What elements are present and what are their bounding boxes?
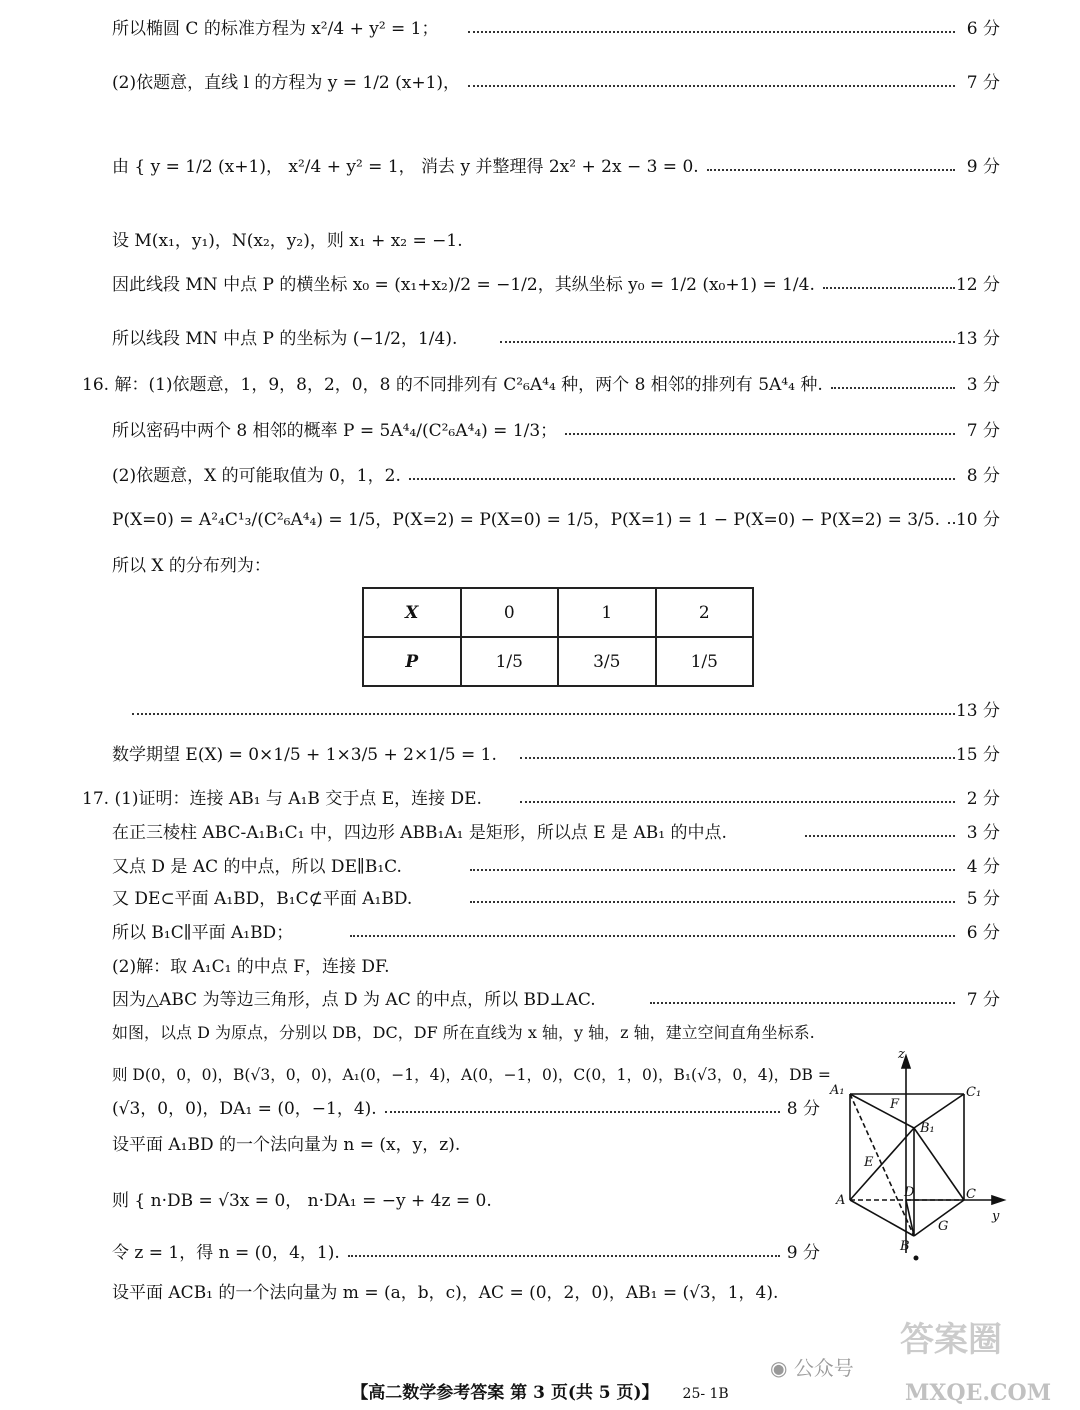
line-text: 则 { n·DB = √3x = 0， n·DA₁ = −y + 4z = 0. [112,1191,492,1211]
line-text: 16. 解：(1)依题意，1，9，8，2，0，8 的不同排列有 C²₆A⁴₄ 种，两个 8 相邻的排列有 5A⁴₄ 种. [82,375,823,395]
line-text: (√3，0，0)，DA₁ = (0，−1，4). [112,1099,377,1119]
line-text: 所以 B₁C∥平面 A₁BD； [112,923,294,943]
line-text: 如图，以点 D 为原点，分别以 DB，DC，DF 所在直线为 x 轴，y 轴，z 轴，建立空间直角坐标系. [112,1023,815,1042]
fig-label: B [900,1239,910,1254]
table-row-label: P [363,637,461,686]
line-text: 所以 X 的分布列为： [112,556,271,576]
line-15 [0,852,1080,882]
line-text: 所以线段 MN 中点 P 的坐标为 (−1/2，1/4). [112,329,458,349]
score: 8 分 [786,1099,820,1119]
line-6 [0,370,1080,400]
score: 2 分 [966,789,1000,809]
table-header: 1 [558,588,656,637]
prism-figure [828,1048,1008,1278]
line-8 [0,461,1080,491]
line-12 [0,740,1080,770]
line-14 [0,818,1080,848]
score: 7 分 [966,990,1000,1010]
line-1 [0,68,1080,98]
line-16 [0,884,1080,914]
line-text: 因此线段 MN 中点 P 的横坐标 x₀ = (x₁+x₂)/2 = −1/2，其纵坐标 y₀ = 1/2 (x₀+1) = 1/4. [112,275,815,295]
line-2 [0,152,1080,182]
score: 12 分 [955,275,1000,295]
fig-label: C [966,1187,976,1202]
line-text: 则 D(0，0，0)，B(√3，0，0)，A₁(0，−1，4)，A(0，−1，0)，C(0，1，0)，B₁(√3，0，4)，DB = [112,1066,831,1084]
line-text: 又点 D 是 AC 的中点，所以 DE∥B₁C. [112,857,402,877]
line-3 [0,226,1080,256]
line-text: 设 M(x₁，y₁)，N(x₂，y₂)，则 x₁ + x₂ = −1. [112,231,463,251]
line-text: (2)解：取 A₁C₁ 的中点 F，连接 DF. [112,957,390,977]
score: 8 分 [966,466,1000,486]
line-text: 由 { y = 1/2 (x+1)， x²/4 + y² = 1， 消去 y 并整理得 2x² + 2x − 3 = 0. [112,157,699,177]
fig-label: G [938,1219,949,1234]
line-7 [0,416,1080,446]
table-cell: 1/5 [656,637,754,686]
fig-label: z [898,1048,905,1062]
score: 9 分 [966,157,1000,177]
fig-label: B₁ [920,1121,935,1136]
score: 6 分 [966,19,1000,39]
table-row [363,637,753,686]
line-text: 数学期望 E(X) = 0×1/5 + 1×3/5 + 2×1/5 = 1. [112,745,497,765]
line-13 [0,784,1080,814]
line-26 [0,1278,1080,1308]
score: 4 分 [966,857,1000,877]
table-header: X [363,588,461,637]
line-19 [0,985,1080,1015]
fig-label: E [864,1155,874,1170]
wechat-icon: ◉ [770,1356,788,1380]
distribution-table [362,587,754,687]
line-text: 设平面 A₁BD 的一个法向量为 n = (x，y，z). [112,1135,461,1155]
line-5 [0,324,1080,354]
table-row [363,588,753,637]
fig-label: A [836,1193,846,1208]
line-0 [0,14,1080,44]
score: 13 分 [955,329,1000,349]
table-cell: 3/5 [558,637,656,686]
footer-code: 25- 1B [682,1386,729,1402]
line-text: (2)依题意，直线 l 的方程为 y = 1/2 (x+1)， [112,73,461,93]
line-10 [0,551,1080,581]
line-text: 因为△ABC 为等边三角形，点 D 为 AC 的中点，所以 BD⊥AC. [112,990,596,1010]
score: 5 分 [966,889,1000,909]
score: 6 分 [966,923,1000,943]
line-11 [0,696,1080,726]
table-header: 0 [461,588,559,637]
line-text: 令 z = 1，得 n = (0，4，1). [112,1243,340,1263]
line-17 [0,918,1080,948]
line-text: 所以椭圆 C 的标准方程为 x²/4 + y² = 1； [112,19,439,39]
score: 10 分 [955,510,1000,530]
fig-label: y [992,1209,1000,1224]
fig-label: F [890,1097,900,1112]
line-text: 17. (1)证明：连接 AB₁ 与 A₁B 交于点 E，连接 DE. [82,789,482,809]
footer-text: 【高二数学参考答案 第 3 页(共 5 页)】 [351,1383,659,1403]
line-text: 又 DE⊂平面 A₁BD，B₁C⊄平面 A₁BD. [112,889,413,909]
fig-label: D [904,1185,915,1200]
table-cell: 1/5 [461,637,559,686]
score: 7 分 [966,73,1000,93]
line-text: P(X=0) = A²₄C¹₃/(C²₆A⁴₄) = 1/5，P(X=2) = P(X=0) = 1/5，P(X=1) = 1 − P(X=0) − P(X=2) = 3/5. [112,510,940,530]
fig-label: C₁ [966,1085,982,1100]
table-header: 2 [656,588,754,637]
wechat-watermark: ◉ 公众号 [770,1356,854,1380]
score: 9 分 [786,1243,820,1263]
score: 3 分 [966,823,1000,843]
score: 3 分 [966,375,1000,395]
line-text: 在正三棱柱 ABC-A₁B₁C₁ 中，四边形 ABB₁A₁ 是矩形，所以点 E 是 AB₁ 的中点. [112,823,727,843]
line-20 [0,1018,1080,1048]
score: 15 分 [955,745,1000,765]
line-9 [0,505,1080,535]
fig-label: A₁ [830,1083,845,1098]
page-footer [0,1378,1080,1403]
score: 13 分 [955,701,1000,721]
line-text: (2)依题意，X 的可能取值为 0，1，2. [112,466,401,486]
brand-watermark: 答案圈 [900,1320,1002,1360]
line-text: 设平面 ACB₁ 的一个法向量为 m = (a，b，c)，AC = (0，2，0)，AB₁ = (√3，1，4). [112,1283,779,1303]
site-watermark: MXQE.COM [905,1380,1052,1406]
line-text: 所以密码中两个 8 相邻的概率 P = 5A⁴₄/(C²₆A⁴₄) = 1/3； [112,421,558,441]
line-18 [0,952,1080,982]
score: 7 分 [966,421,1000,441]
line-4 [0,270,1080,300]
